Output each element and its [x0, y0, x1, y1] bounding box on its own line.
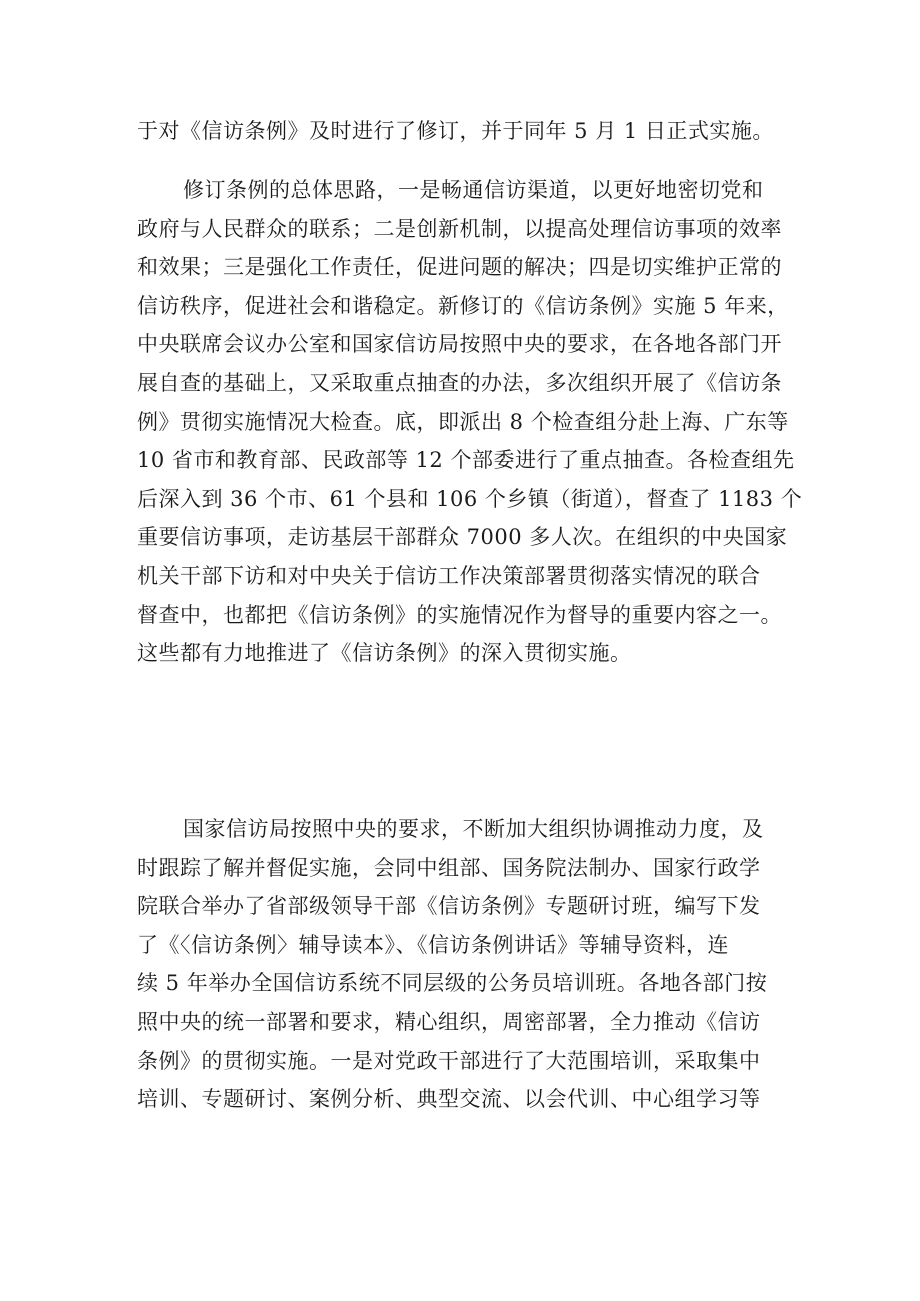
paragraph-3	[137, 810, 797, 1119]
paragraph-line: 这些都有力地推进了《信访条例》的深入贯彻实施。	[137, 641, 632, 666]
paragraph-line: 了《〈信访条例〉辅导读本》、《信访条例讲话》等辅导资料，连	[137, 932, 729, 957]
paragraph-line: 国家信访局按照中央的要求，不断加大组织协调推动力度，及	[183, 817, 764, 841]
paragraph-2	[137, 171, 803, 673]
paragraph-line: 修订条例的总体思路，一是畅通信访渠道，以更好地密切党和	[183, 178, 764, 202]
paragraph-line: 展自查的基础上，又采取重点抽查的办法，多次组织开展了《信访条	[137, 370, 782, 395]
paragraph-line: 培训、专题研讨、案例分析、典型交流、以会代训、中心组学习等	[137, 1087, 761, 1112]
paragraph-line: 督查中，也都把《信访条例》的实施情况作为督导的重要内容之一。	[137, 602, 782, 627]
paragraph-line: 例》贯彻实施情况大检查。底，即派出 8 个检查组分赴上海、广东等	[137, 409, 789, 434]
paragraph-line: 条例》的贯彻实施。一是对党政干部进行了大范围培训，采取集中	[137, 1048, 761, 1073]
paragraph-line: 照中央的统一部署和要求，精心组织，周密部署，全力推动《信访	[137, 1009, 761, 1034]
paragraph-line: 续 5 年举办全国信访系统不同层级的公务员培训班。各地各部门按	[137, 971, 768, 996]
paragraph-line: 后深入到 36 个市、61 个县和 106 个乡镇（街道），督查了 1183 个	[137, 486, 803, 511]
paragraph-line: 时跟踪了解并督促实施，会同中组部、国务院法制办、国家行政学	[137, 855, 761, 880]
paragraph-line: 机关干部下访和对中央关于信访工作决策部署贯彻落实情况的联合	[137, 563, 761, 588]
paragraph-line: 院联合举办了省部级领导干部《信访条例》专题研讨班，编写下发	[137, 894, 761, 919]
paragraph-line: 10 省市和教育部、民政部等 12 个部委进行了重点抽查。各检查组先	[137, 448, 795, 473]
paragraph-line: 中央联席会议办公室和国家信访局按照中央的要求，在各地各部门开	[137, 332, 782, 357]
paragraph-line: 重要信访事项，走访基层干部群众 7000 多人次。在组织的中央国家	[137, 525, 788, 550]
paragraph-line: 政府与人民群众的联系；二是创新机制，以提高处理信访事项的效率	[137, 216, 782, 241]
paragraph-line: 信访秩序，促进社会和谐稳定。新修订的《信访条例》实施 5 年来，	[137, 293, 789, 318]
paragraph-line: 和效果；三是强化工作责任，促进问题的解决；四是切实维护正常的	[137, 255, 782, 280]
paragraph-1	[137, 112, 797, 151]
paragraph-line: 于对《信访条例》及时进行了修订，并于同年 5 月 1 日正式实施。	[137, 119, 774, 143]
